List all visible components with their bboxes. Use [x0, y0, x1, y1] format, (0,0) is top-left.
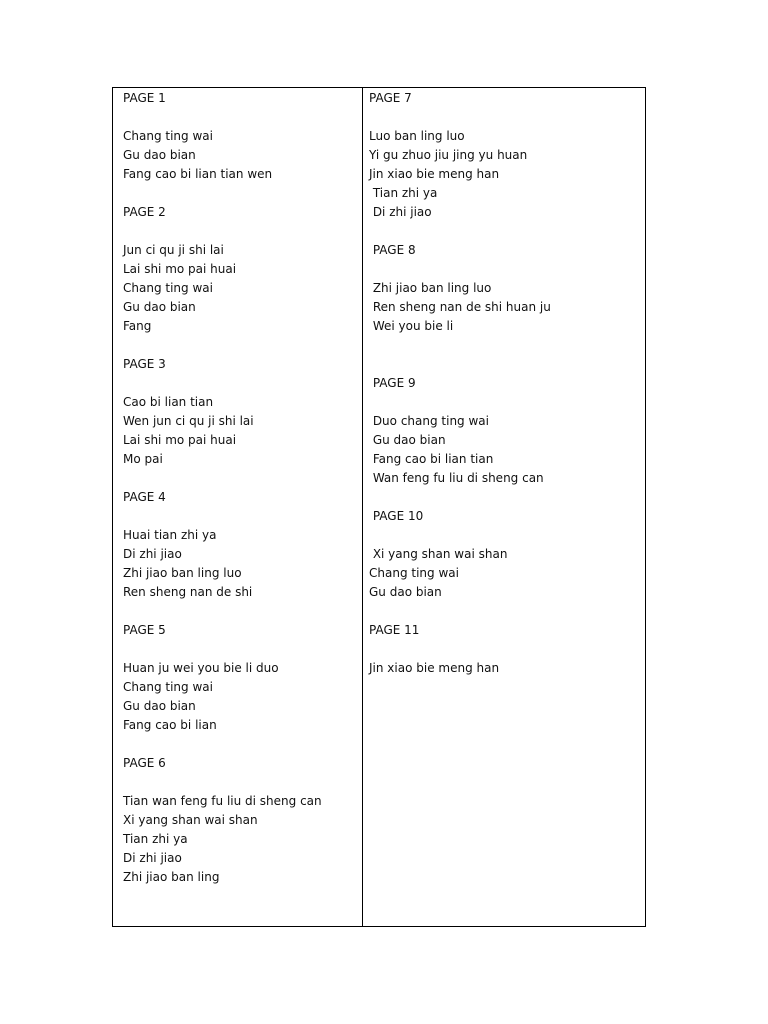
lyric-line: Chang ting wai	[123, 281, 213, 295]
lyric-line: Chang ting wai	[369, 566, 459, 580]
lyric-line: Wan feng fu liu di sheng can	[369, 471, 544, 485]
lyric-line: Jun ci qu ji shi lai	[123, 243, 224, 257]
lyric-line: Tian zhi ya	[369, 186, 438, 200]
lyric-line: Zhi jiao ban ling luo	[123, 566, 242, 580]
right-column	[363, 88, 645, 926]
lyric-line: Wei you bie li	[369, 319, 454, 333]
page-heading: PAGE 4	[123, 490, 166, 504]
lyric-line: Zhi jiao ban ling	[123, 870, 220, 884]
page-heading: PAGE 11	[369, 623, 420, 637]
page-heading: PAGE 8	[369, 243, 416, 257]
lyric-line: Huan ju wei you bie li duo	[123, 661, 279, 675]
lyric-line: Tian zhi ya	[123, 832, 188, 846]
lyric-line: Gu dao bian	[369, 585, 442, 599]
lyric-line: Fang	[123, 319, 152, 333]
lyric-line: Luo ban ling luo	[369, 129, 465, 143]
page-heading: PAGE 7	[369, 91, 412, 105]
lyric-line: Chang ting wai	[123, 680, 213, 694]
lyric-line: Chang ting wai	[123, 129, 213, 143]
lyric-line: Di zhi jiao	[369, 205, 432, 219]
lyric-line: Gu dao bian	[123, 699, 196, 713]
lyric-line: Xi yang shan wai shan	[369, 547, 508, 561]
lyric-line: Yi gu zhuo jiu jing yu huan	[369, 148, 528, 162]
lyric-line: Jin xiao bie meng han	[369, 661, 500, 675]
page-heading: PAGE 9	[369, 376, 416, 390]
lyric-line: Zhi jiao ban ling luo	[369, 281, 492, 295]
lyric-line: Di zhi jiao	[123, 851, 182, 865]
lyric-line: Mo pai	[123, 452, 163, 466]
page-heading: PAGE 2	[123, 205, 166, 219]
lyrics-table	[112, 87, 646, 927]
lyric-line: Fang cao bi lian tian wen	[123, 167, 273, 181]
page-heading: PAGE 10	[369, 509, 424, 523]
lyric-line: Ren sheng nan de shi	[123, 585, 253, 599]
lyric-line: Wen jun ci qu ji shi lai	[123, 414, 254, 428]
lyric-line: Cao bi lian tian	[123, 395, 214, 409]
page-heading: PAGE 3	[123, 357, 166, 371]
lyric-line: Duo chang ting wai	[369, 414, 489, 428]
lyric-line: Fang cao bi lian	[123, 718, 217, 732]
page-heading: PAGE 5	[123, 623, 166, 637]
lyric-line: Lai shi mo pai huai	[123, 262, 237, 276]
lyric-line: Gu dao bian	[123, 300, 196, 314]
page-heading: PAGE 6	[123, 756, 166, 770]
lyric-line: Lai shi mo pai huai	[123, 433, 237, 447]
lyric-line: Gu dao bian	[369, 433, 446, 447]
lyric-line: Huai tian zhi ya	[123, 528, 217, 542]
lyric-line: Tian wan feng fu liu di sheng can	[123, 794, 322, 808]
lyric-line: Fang cao bi lian tian	[369, 452, 494, 466]
left-column	[113, 88, 363, 926]
lyric-line: Xi yang shan wai shan	[123, 813, 258, 827]
page-heading: PAGE 1	[123, 91, 166, 105]
lyric-line: Ren sheng nan de shi huan ju	[369, 300, 551, 314]
lyric-line: Jin xiao bie meng han	[369, 167, 500, 181]
lyric-line: Di zhi jiao	[123, 547, 182, 561]
lyric-line: Gu dao bian	[123, 148, 196, 162]
